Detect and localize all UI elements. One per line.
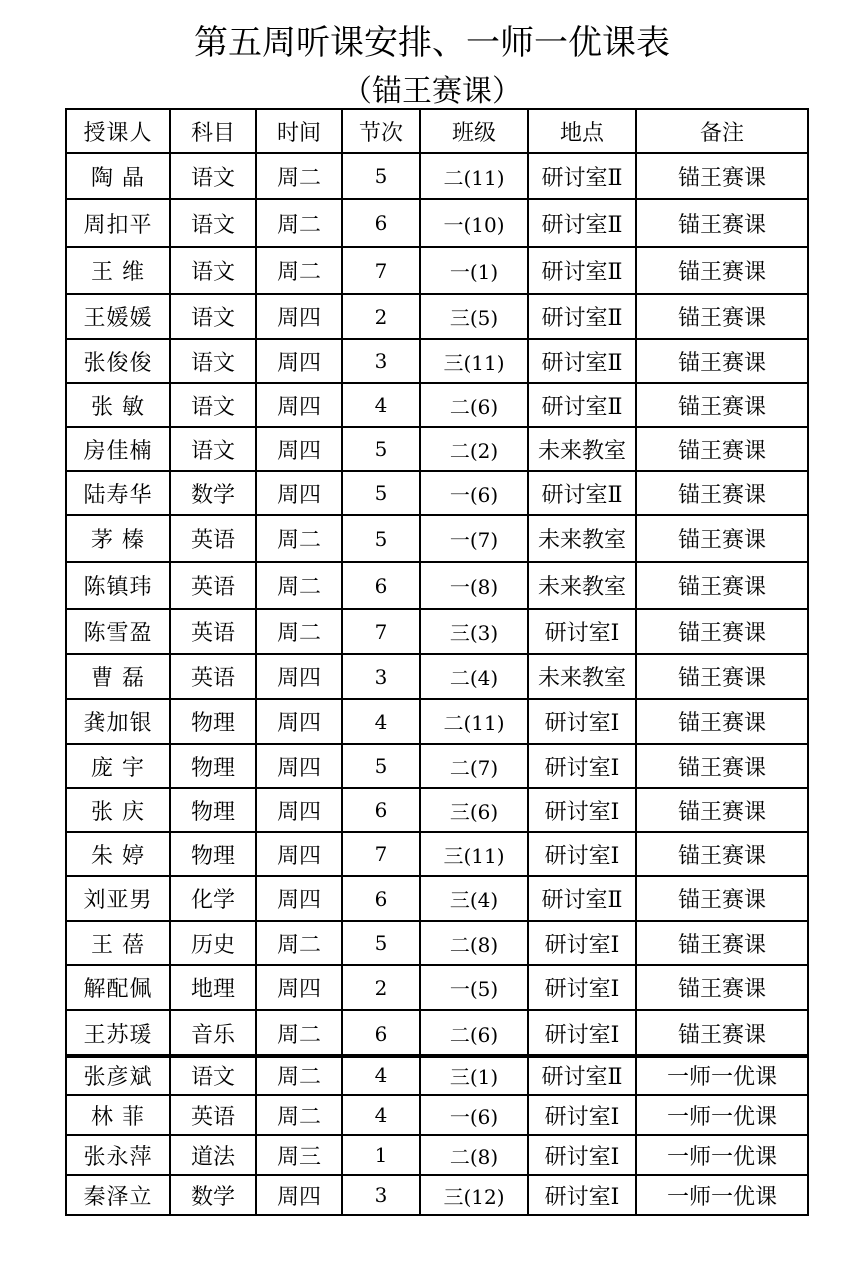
location-cell: 研讨室I: [528, 1135, 636, 1175]
note-cell: 一师一优课: [636, 1095, 808, 1135]
subject-cell: 英语: [170, 654, 256, 699]
table-row: [66, 788, 808, 832]
teacher-cell: 庞 宇: [66, 744, 170, 788]
location-cell: 未来教室: [528, 562, 636, 609]
location-cell: 研讨室Ⅱ: [528, 876, 636, 921]
teacher-cell: 秦泽立: [66, 1175, 170, 1215]
subject-cell: 英语: [170, 515, 256, 562]
period-cell: 1: [342, 1135, 420, 1175]
class-cell: 一(6): [420, 1095, 528, 1135]
table-row: [66, 699, 808, 744]
table-row: [66, 876, 808, 921]
teacher-cell: 朱 婷: [66, 832, 170, 876]
period-cell: 4: [342, 1095, 420, 1135]
location-cell: 研讨室I: [528, 788, 636, 832]
period-cell: 4: [342, 383, 420, 427]
day-cell: 周四: [256, 788, 342, 832]
period-cell: 4: [342, 1055, 420, 1095]
location-cell: 研讨室I: [528, 965, 636, 1010]
note-cell: 锚王赛课: [636, 153, 808, 199]
subject-cell: 语文: [170, 339, 256, 383]
day-cell: 周二: [256, 247, 342, 294]
subject-cell: 英语: [170, 1095, 256, 1135]
location-cell: 研讨室Ⅱ: [528, 294, 636, 339]
period-cell: 6: [342, 1010, 420, 1057]
header-cell: 班级: [420, 109, 528, 153]
subject-cell: 英语: [170, 562, 256, 609]
table-row: [66, 1055, 808, 1095]
location-cell: 研讨室I: [528, 744, 636, 788]
location-cell: 未来教室: [528, 427, 636, 471]
location-cell: 研讨室I: [528, 609, 636, 654]
location-cell: 研讨室I: [528, 1175, 636, 1215]
period-cell: 6: [342, 876, 420, 921]
period-cell: 7: [342, 832, 420, 876]
class-cell: 一(6): [420, 471, 528, 515]
location-cell: 研讨室I: [528, 1010, 636, 1057]
teacher-cell: 王 维: [66, 247, 170, 294]
schedule-table: [65, 108, 809, 1058]
period-cell: 5: [342, 744, 420, 788]
day-cell: 周四: [256, 471, 342, 515]
excellent-lesson-table: [65, 1054, 809, 1216]
note-cell: 锚王赛课: [636, 788, 808, 832]
class-cell: 一(1): [420, 247, 528, 294]
subject-cell: 语文: [170, 294, 256, 339]
subject-cell: 音乐: [170, 1010, 256, 1057]
table-row: [66, 1095, 808, 1135]
teacher-cell: 刘亚男: [66, 876, 170, 921]
period-cell: 5: [342, 153, 420, 199]
teacher-cell: 解配佩: [66, 965, 170, 1010]
note-cell: 锚王赛课: [636, 654, 808, 699]
teacher-cell: 房佳楠: [66, 427, 170, 471]
day-cell: 周二: [256, 921, 342, 965]
table-row: [66, 471, 808, 515]
note-cell: 一师一优课: [636, 1055, 808, 1095]
class-cell: 二(7): [420, 744, 528, 788]
note-cell: 锚王赛课: [636, 609, 808, 654]
period-cell: 5: [342, 921, 420, 965]
period-cell: 5: [342, 427, 420, 471]
note-cell: 一师一优课: [636, 1175, 808, 1215]
subject-cell: 历史: [170, 921, 256, 965]
day-cell: 周四: [256, 876, 342, 921]
subject-cell: 语文: [170, 153, 256, 199]
note-cell: 锚王赛课: [636, 515, 808, 562]
day-cell: 周四: [256, 965, 342, 1010]
day-cell: 周二: [256, 515, 342, 562]
location-cell: 未来教室: [528, 654, 636, 699]
teacher-cell: 陈镇玮: [66, 562, 170, 609]
class-cell: 二(11): [420, 699, 528, 744]
class-cell: 二(6): [420, 383, 528, 427]
day-cell: 周二: [256, 199, 342, 247]
teacher-cell: 张永萍: [66, 1135, 170, 1175]
table-row: [66, 832, 808, 876]
header-cell: 科目: [170, 109, 256, 153]
subject-cell: 数学: [170, 1175, 256, 1215]
period-cell: 4: [342, 699, 420, 744]
table-row: [66, 921, 808, 965]
teacher-cell: 王 蓓: [66, 921, 170, 965]
subject-cell: 物理: [170, 788, 256, 832]
note-cell: 锚王赛课: [636, 699, 808, 744]
table-row: [66, 153, 808, 199]
period-cell: 2: [342, 294, 420, 339]
class-cell: 三(5): [420, 294, 528, 339]
page-subtitle: （锚王赛课）: [342, 74, 522, 108]
period-cell: 3: [342, 339, 420, 383]
note-cell: 锚王赛课: [636, 339, 808, 383]
teacher-cell: 龚加银: [66, 699, 170, 744]
location-cell: 研讨室Ⅱ: [528, 1055, 636, 1095]
period-cell: 5: [342, 471, 420, 515]
teacher-cell: 陆寿华: [66, 471, 170, 515]
location-cell: 研讨室I: [528, 921, 636, 965]
location-cell: 研讨室I: [528, 699, 636, 744]
subject-cell: 语文: [170, 427, 256, 471]
period-cell: 2: [342, 965, 420, 1010]
teacher-cell: 张 庆: [66, 788, 170, 832]
teacher-cell: 张俊俊: [66, 339, 170, 383]
table-row: [66, 199, 808, 247]
teacher-cell: 林 菲: [66, 1095, 170, 1135]
subject-cell: 英语: [170, 609, 256, 654]
day-cell: 周二: [256, 1055, 342, 1095]
day-cell: 周四: [256, 383, 342, 427]
table-row: [66, 562, 808, 609]
location-cell: 研讨室I: [528, 832, 636, 876]
note-cell: 锚王赛课: [636, 383, 808, 427]
location-cell: 研讨室Ⅱ: [528, 153, 636, 199]
class-cell: 二(4): [420, 654, 528, 699]
class-cell: 三(4): [420, 876, 528, 921]
period-cell: 6: [342, 562, 420, 609]
day-cell: 周二: [256, 1010, 342, 1057]
header-cell: 节次: [342, 109, 420, 153]
day-cell: 周四: [256, 699, 342, 744]
note-cell: 一师一优课: [636, 1135, 808, 1175]
note-cell: 锚王赛课: [636, 427, 808, 471]
class-cell: 二(8): [420, 1135, 528, 1175]
period-cell: 7: [342, 247, 420, 294]
subject-cell: 语文: [170, 247, 256, 294]
teacher-cell: 王媛媛: [66, 294, 170, 339]
day-cell: 周四: [256, 427, 342, 471]
period-cell: 3: [342, 654, 420, 699]
table-row: [66, 515, 808, 562]
class-cell: 三(11): [420, 339, 528, 383]
class-cell: 三(12): [420, 1175, 528, 1215]
period-cell: 6: [342, 788, 420, 832]
subject-cell: 物理: [170, 699, 256, 744]
subject-cell: 化学: [170, 876, 256, 921]
teacher-cell: 张彦斌: [66, 1055, 170, 1095]
class-cell: 一(10): [420, 199, 528, 247]
note-cell: 锚王赛课: [636, 294, 808, 339]
teacher-cell: 陈雪盈: [66, 609, 170, 654]
table-row: [66, 247, 808, 294]
location-cell: 研讨室Ⅱ: [528, 471, 636, 515]
note-cell: 锚王赛课: [636, 471, 808, 515]
day-cell: 周四: [256, 294, 342, 339]
note-cell: 锚王赛课: [636, 562, 808, 609]
class-cell: 一(7): [420, 515, 528, 562]
location-cell: 研讨室Ⅱ: [528, 247, 636, 294]
page-subtitle-wrap: [0, 70, 864, 108]
subject-cell: 语文: [170, 199, 256, 247]
class-cell: 一(8): [420, 562, 528, 609]
location-cell: 研讨室Ⅱ: [528, 339, 636, 383]
day-cell: 周四: [256, 832, 342, 876]
class-cell: 二(11): [420, 153, 528, 199]
day-cell: 周四: [256, 654, 342, 699]
table-row: [66, 339, 808, 383]
note-cell: 锚王赛课: [636, 199, 808, 247]
teacher-cell: 王苏瑗: [66, 1010, 170, 1057]
subject-cell: 物理: [170, 744, 256, 788]
note-cell: 锚王赛课: [636, 744, 808, 788]
subject-cell: 物理: [170, 832, 256, 876]
class-cell: 三(3): [420, 609, 528, 654]
page-title: 第五周听课安排、一师一优课表: [194, 23, 670, 63]
teacher-cell: 陶 晶: [66, 153, 170, 199]
table-row: [66, 654, 808, 699]
period-cell: 5: [342, 515, 420, 562]
day-cell: 周四: [256, 339, 342, 383]
note-cell: 锚王赛课: [636, 832, 808, 876]
location-cell: 研讨室Ⅱ: [528, 199, 636, 247]
class-cell: 三(1): [420, 1055, 528, 1095]
period-cell: 6: [342, 199, 420, 247]
teacher-cell: 周扣平: [66, 199, 170, 247]
note-cell: 锚王赛课: [636, 247, 808, 294]
table-row: [66, 965, 808, 1010]
day-cell: 周二: [256, 562, 342, 609]
table-row: [66, 427, 808, 471]
teacher-cell: 曹 磊: [66, 654, 170, 699]
day-cell: 周二: [256, 609, 342, 654]
day-cell: 周四: [256, 1175, 342, 1215]
teacher-cell: 张 敏: [66, 383, 170, 427]
header-cell: 备注: [636, 109, 808, 153]
header-cell: 时间: [256, 109, 342, 153]
table-row: [66, 1135, 808, 1175]
class-cell: 三(6): [420, 788, 528, 832]
location-cell: 未来教室: [528, 515, 636, 562]
table-row: [66, 294, 808, 339]
subject-cell: 数学: [170, 471, 256, 515]
table-row: [66, 744, 808, 788]
table-row: [66, 383, 808, 427]
subject-cell: 地理: [170, 965, 256, 1010]
note-cell: 锚王赛课: [636, 1010, 808, 1057]
class-cell: 二(6): [420, 1010, 528, 1057]
table-row: [66, 609, 808, 654]
location-cell: 研讨室Ⅱ: [528, 383, 636, 427]
header-cell: 地点: [528, 109, 636, 153]
subject-cell: 语文: [170, 1055, 256, 1095]
class-cell: 三(11): [420, 832, 528, 876]
period-cell: 7: [342, 609, 420, 654]
teacher-cell: 茅 榛: [66, 515, 170, 562]
day-cell: 周三: [256, 1135, 342, 1175]
class-cell: 一(5): [420, 965, 528, 1010]
note-cell: 锚王赛课: [636, 876, 808, 921]
note-cell: 锚王赛课: [636, 965, 808, 1010]
class-cell: 二(2): [420, 427, 528, 471]
class-cell: 二(8): [420, 921, 528, 965]
day-cell: 周四: [256, 744, 342, 788]
subject-cell: 道法: [170, 1135, 256, 1175]
day-cell: 周二: [256, 1095, 342, 1135]
table-header-row: [66, 109, 808, 153]
day-cell: 周二: [256, 153, 342, 199]
table-row: [66, 1175, 808, 1215]
note-cell: 锚王赛课: [636, 921, 808, 965]
subject-cell: 语文: [170, 383, 256, 427]
period-cell: 3: [342, 1175, 420, 1215]
location-cell: 研讨室I: [528, 1095, 636, 1135]
table-row: [66, 1010, 808, 1057]
header-cell: 授课人: [66, 109, 170, 153]
